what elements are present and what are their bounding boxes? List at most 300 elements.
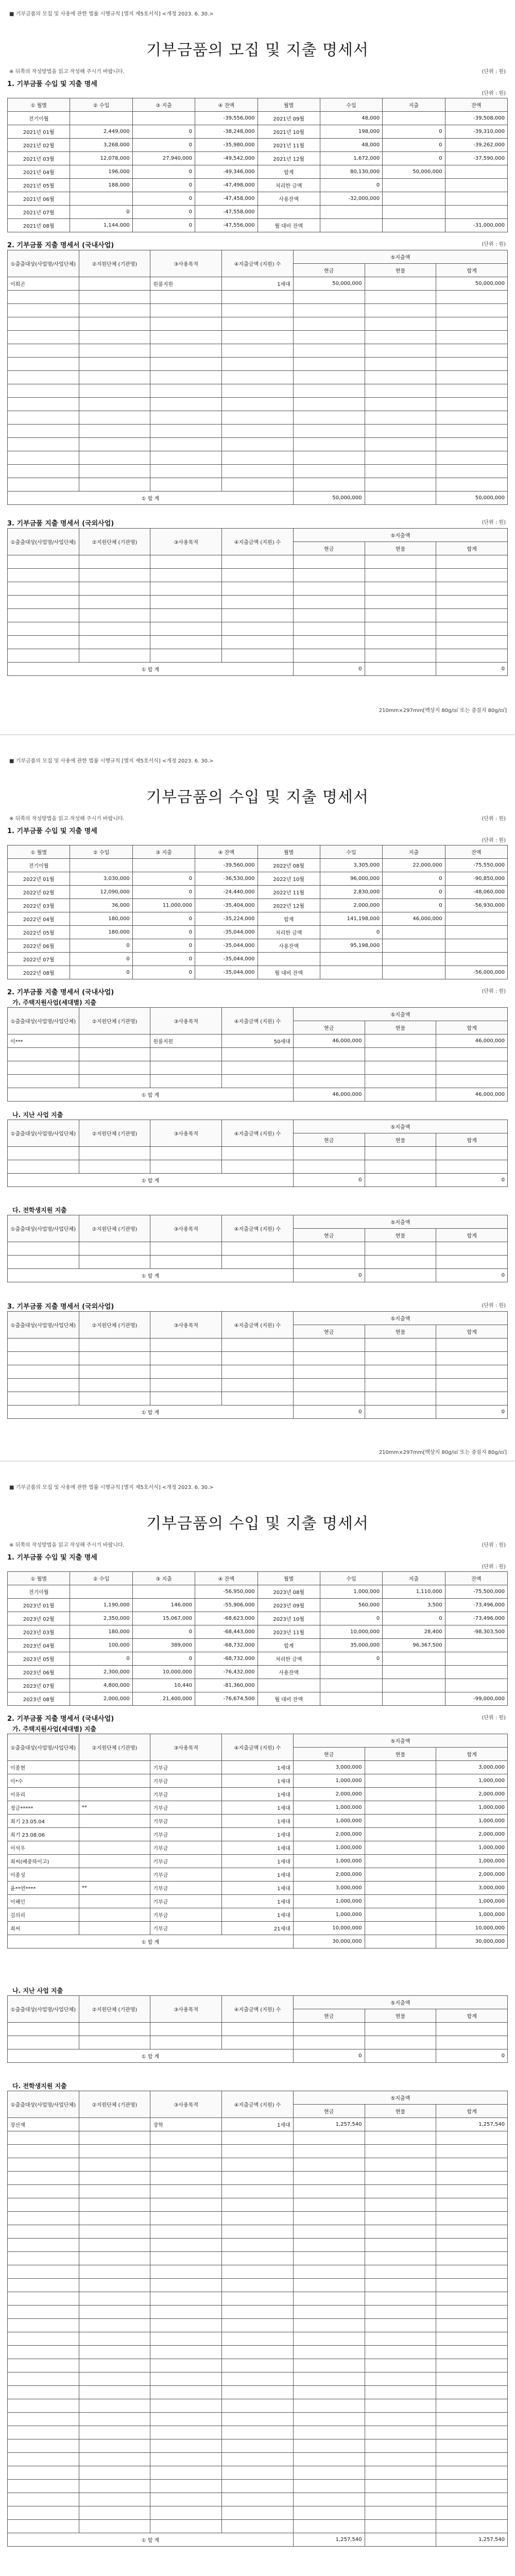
col-income: ② 수입 [70, 98, 132, 112]
empty-cell [150, 291, 222, 304]
empty-cell [8, 2319, 79, 2332]
total-cell [365, 1088, 436, 1101]
empty-cell [79, 2466, 150, 2480]
empty-cell [150, 317, 222, 331]
empty-cell [293, 2158, 365, 2172]
empty-cell [293, 398, 365, 411]
table-cell [445, 179, 507, 192]
empty-cell [436, 2332, 508, 2346]
total-cell [365, 1405, 436, 1419]
empty-cell [293, 331, 365, 344]
table-cell: 2,350,000 [70, 1612, 132, 1625]
empty-cell [365, 2306, 436, 2319]
table-cell: -35,044,000 [195, 966, 258, 979]
empty-cell [79, 291, 150, 304]
table-cell [365, 1855, 436, 1868]
empty-cell [365, 2426, 436, 2439]
empty-cell [293, 2426, 365, 2439]
empty-cell [436, 331, 508, 344]
table-cell [445, 953, 507, 966]
total-row [8, 2049, 508, 2063]
table-cell [79, 1841, 150, 1855]
empty-cell [222, 2439, 294, 2453]
table-cell: -75,500,000 [445, 1585, 507, 1599]
empty-cell [365, 2292, 436, 2306]
table-cell: 0 [70, 953, 132, 966]
empty-cell [150, 2426, 222, 2439]
col-total: 합계 [436, 1325, 508, 1338]
empty-cell [79, 2359, 150, 2372]
empty-cell [79, 2386, 150, 2399]
table-cell: -75,550,000 [445, 859, 507, 872]
table-row [8, 2131, 508, 2145]
empty-cell [8, 1160, 79, 1174]
table-row [8, 152, 508, 165]
empty-cell [8, 2172, 79, 2185]
empty-cell [365, 1160, 436, 1174]
empty-cell [222, 1160, 294, 1174]
table-row [8, 384, 508, 398]
empty-cell [436, 1061, 508, 1075]
table-cell: 0 [383, 1612, 445, 1625]
table-cell: 48,000 [320, 139, 382, 152]
table-cell: 기부금 [150, 1895, 222, 1908]
empty-cell [436, 411, 508, 425]
unit-label: (단위 : 원) [482, 91, 506, 96]
empty-cell [79, 2426, 150, 2439]
empty-cell [222, 358, 294, 371]
empty-cell [436, 2239, 508, 2252]
empty-cell [8, 2372, 79, 2386]
empty-cell [222, 2185, 294, 2198]
table-cell: 1세대 [222, 1761, 294, 1774]
total-row [8, 663, 508, 676]
total-label: ① 합 계 [8, 1405, 294, 1419]
empty-cell [293, 2131, 365, 2145]
table-cell: 2023년 07월 [8, 1679, 70, 1692]
table-cell [79, 1922, 150, 1935]
table-cell: 이유리 [8, 1788, 79, 1801]
table-cell: -36,530,000 [195, 872, 258, 886]
empty-cell [222, 2198, 294, 2212]
table-cell: 2021년 11월 [258, 139, 320, 152]
table-cell: 2022년 06월 [8, 939, 70, 953]
empty-cell [436, 1338, 508, 1352]
table-cell: 이*수 [8, 1774, 79, 1788]
table-cell: -68,732,000 [195, 1639, 258, 1652]
table-cell: -47,556,000 [195, 219, 258, 232]
table-cell: -48,060,000 [445, 886, 507, 899]
col-period: ① 월별 [8, 98, 70, 112]
empty-cell [436, 1147, 508, 1160]
total-cell: 0 [436, 2049, 508, 2063]
table-row [8, 1160, 508, 1174]
empty-cell [8, 384, 79, 398]
empty-cell [150, 2036, 222, 2049]
total-label: ① 합 계 [8, 1088, 294, 1101]
empty-cell [293, 2319, 365, 2332]
empty-cell [150, 2292, 222, 2306]
col-count: ④지출금액 (지원) 수 [222, 529, 294, 555]
empty-cell [365, 1256, 436, 1269]
table-cell [383, 1652, 445, 1666]
col-total: 합계 [436, 1748, 508, 1761]
table-cell: 사용잔액 [258, 939, 320, 953]
table-row [8, 331, 508, 344]
empty-cell [365, 2239, 436, 2252]
empty-cell [222, 1147, 294, 1160]
col-purpose: ③사용목적 [150, 1734, 222, 1761]
col-recipient: ②지원단체 (기관명) [79, 1996, 150, 2023]
empty-cell [436, 636, 508, 649]
table-cell: -39,508,000 [445, 112, 507, 125]
empty-cell [293, 2265, 365, 2279]
table-row [8, 859, 508, 872]
table-row [8, 2239, 508, 2252]
col-count: ④지출금액 (지원) 수 [222, 1312, 294, 1338]
empty-cell [8, 2131, 79, 2145]
empty-cell [293, 1061, 365, 1075]
table-row [8, 2145, 508, 2158]
empty-cell [79, 1147, 150, 1160]
empty-cell [8, 317, 79, 331]
empty-cell [436, 596, 508, 609]
subsection-b-title: 나. 지난 사업 지출 [12, 1111, 63, 1118]
empty-cell [365, 2279, 436, 2292]
empty-cell [293, 2172, 365, 2185]
table-cell: 1세대 [222, 1801, 294, 1815]
empty-cell [222, 1365, 294, 1379]
table-cell: 원룸지원 [150, 277, 222, 291]
table-cell: 2023년 02월 [8, 1612, 70, 1625]
table-cell: 이종성 [8, 1868, 79, 1882]
table-cell: 1세대 [222, 1774, 294, 1788]
empty-cell [8, 2292, 79, 2306]
empty-cell [436, 478, 508, 492]
empty-cell [293, 2198, 365, 2212]
table-cell: 2022년 10월 [258, 872, 320, 886]
empty-cell [79, 304, 150, 317]
empty-cell [79, 2265, 150, 2279]
empty-cell [365, 582, 436, 596]
empty-cell [436, 465, 508, 478]
col-total: 합계 [436, 1229, 508, 1242]
empty-cell [222, 2346, 294, 2359]
col-bal: 잔액 [445, 98, 507, 112]
table-cell: 196,000 [70, 165, 132, 179]
empty-cell [8, 411, 79, 425]
empty-cell [293, 2023, 365, 2036]
table-row [8, 899, 508, 912]
table-cell: 0 [320, 179, 382, 192]
table-row [8, 1392, 508, 1405]
empty-cell [150, 1075, 222, 1088]
empty-cell [436, 2306, 508, 2319]
empty-cell [222, 2386, 294, 2399]
empty-cell [79, 344, 150, 358]
total-cell: 0 [436, 1405, 508, 1419]
table-cell: 180,000 [70, 926, 132, 939]
table-cell: 2,000,000 [436, 1788, 508, 1801]
table-cell: 180,000 [70, 912, 132, 926]
table-cell: 0 [132, 926, 195, 939]
table-cell [320, 206, 382, 219]
table-cell: 사용잔액 [258, 192, 320, 206]
empty-cell [365, 2023, 436, 2036]
empty-cell [79, 2185, 150, 2198]
subsection-c-title: 다. 전학생지원 지출 [12, 1207, 67, 1214]
table-row [8, 2332, 508, 2346]
empty-cell [365, 1352, 436, 1365]
table-row [8, 2225, 508, 2239]
table-cell: 1,257,540 [293, 2118, 365, 2131]
table-cell: 0 [383, 899, 445, 912]
empty-cell [8, 1075, 79, 1088]
empty-cell [150, 2359, 222, 2372]
section-3-title: 3. 기부금품 지출 명세서 (국외사업) [7, 520, 114, 528]
table-cell: 1세대 [222, 1908, 294, 1922]
table-row [8, 1761, 508, 1774]
empty-cell [8, 2453, 79, 2466]
table-cell: 2,000,000 [70, 1692, 132, 1706]
paper-spec: 210mm×297mm[백상지 80g/㎡ 또는 중질지 80g/㎡] [379, 1450, 507, 1455]
empty-cell [436, 2185, 508, 2198]
empty-cell [8, 331, 79, 344]
table-row [8, 912, 508, 926]
col-out: 지출 [383, 845, 445, 859]
col-balance: ④ 잔액 [195, 845, 258, 859]
empty-cell [8, 2198, 79, 2212]
table-cell [445, 1666, 507, 1679]
col-cash: 현금 [293, 1229, 365, 1242]
empty-cell [150, 622, 222, 636]
empty-cell [8, 2158, 79, 2172]
table-cell [383, 179, 445, 192]
table-cell: 기부금 [150, 1841, 222, 1855]
total-row [8, 1174, 508, 1187]
table-row [8, 872, 508, 886]
table-row [8, 2023, 508, 2036]
col-target: ①출출대상(사업명/사업단체) [8, 2091, 79, 2118]
col-cash: 현금 [293, 264, 365, 277]
empty-cell [150, 2265, 222, 2279]
table-cell [383, 206, 445, 219]
table-cell: ** [79, 1801, 150, 1815]
table-cell: 2021년 08월 [8, 219, 70, 232]
empty-cell [365, 317, 436, 331]
empty-cell [79, 609, 150, 622]
empty-cell [365, 622, 436, 636]
table-cell: 12,078,000 [70, 152, 132, 165]
table-cell: 1,144,000 [70, 219, 132, 232]
table-cell [365, 2118, 436, 2131]
empty-cell [150, 438, 222, 451]
empty-cell [150, 2346, 222, 2359]
empty-cell [8, 1048, 79, 1061]
empty-cell [79, 2413, 150, 2426]
empty-cell [79, 649, 150, 663]
student-table [7, 2091, 508, 2547]
empty-cell [436, 2036, 508, 2049]
col-out: 지출 [383, 1572, 445, 1585]
unit-label: (단위 : 원) [482, 69, 506, 75]
table-cell: 28,400 [383, 1625, 445, 1639]
empty-cell [222, 2506, 294, 2520]
empty-cell [79, 2212, 150, 2225]
empty-cell [365, 358, 436, 371]
empty-cell [365, 1392, 436, 1405]
total-row [8, 1405, 508, 1419]
empty-cell [79, 451, 150, 465]
empty-cell [222, 317, 294, 331]
table-row [8, 465, 508, 478]
empty-cell [79, 1061, 150, 1075]
empty-cell [79, 636, 150, 649]
col-recipient: ②지원단체 (기관명) [79, 1215, 150, 1242]
empty-cell [79, 2439, 150, 2453]
table-row [8, 2265, 508, 2279]
table-cell: 1,000,000 [293, 1855, 365, 1868]
table-row [8, 1679, 508, 1692]
empty-cell [222, 344, 294, 358]
empty-cell [436, 2158, 508, 2172]
empty-cell [150, 2172, 222, 2185]
table-cell: -98,303,500 [445, 1625, 507, 1639]
empty-cell [150, 2131, 222, 2145]
empty-cell [79, 2319, 150, 2332]
empty-cell [436, 2023, 508, 2036]
table-cell: 0 [383, 872, 445, 886]
table-cell [365, 1882, 436, 1895]
empty-cell [293, 465, 365, 478]
table-row [8, 1692, 508, 1706]
table-row [8, 609, 508, 622]
table-cell: 2021년 12월 [258, 152, 320, 165]
empty-cell [150, 636, 222, 649]
table-row [8, 1599, 508, 1612]
table-cell: 장학 [150, 2118, 222, 2131]
table-cell: 처리한 금액 [258, 926, 320, 939]
empty-cell [365, 2158, 436, 2172]
empty-cell [8, 398, 79, 411]
col-cash: 현금 [293, 1021, 365, 1035]
table-cell: 10,000,000 [436, 1922, 508, 1935]
table-cell: -38,248,000 [195, 125, 258, 139]
empty-cell [293, 2279, 365, 2292]
empty-cell [222, 2131, 294, 2145]
empty-cell [79, 1365, 150, 1379]
empty-cell [8, 2413, 79, 2426]
empty-cell [79, 596, 150, 609]
empty-cell [150, 2225, 222, 2239]
empty-cell [365, 398, 436, 411]
empty-cell [79, 1352, 150, 1365]
total-cell: 1,257,540 [293, 2533, 365, 2547]
table-cell: 3,000,000 [293, 1761, 365, 1774]
total-cell: 0 [293, 2049, 365, 2063]
table-cell: -35,044,000 [195, 926, 258, 939]
empty-cell [79, 2023, 150, 2036]
col-amount: ⑤지출액 [293, 2091, 507, 2105]
table-cell: 560,000 [320, 1599, 382, 1612]
table-cell: 2021년 01월 [8, 125, 70, 139]
empty-cell [150, 411, 222, 425]
col-goods: 현물 [365, 542, 436, 555]
table-cell: 2022년 04월 [8, 912, 70, 926]
table-cell: -68,623,000 [195, 1612, 258, 1625]
empty-cell [365, 411, 436, 425]
empty-cell [365, 2198, 436, 2212]
empty-cell [436, 1160, 508, 1174]
empty-cell [150, 2493, 222, 2506]
table-row [8, 1242, 508, 1256]
empty-cell [365, 2520, 436, 2533]
empty-cell [8, 2480, 79, 2493]
table-cell: 2,000,000 [436, 1868, 508, 1882]
empty-cell [222, 1338, 294, 1352]
empty-cell [8, 649, 79, 663]
col-amount: ⑤지출액 [293, 1734, 507, 1748]
empty-cell [436, 344, 508, 358]
col-recipient: ②지원단체 (기관명) [79, 1120, 150, 1147]
table-row [8, 2439, 508, 2453]
table-cell: 합계 [258, 1639, 320, 1652]
table-cell: 0 [70, 206, 132, 219]
table-cell: 2,830,000 [320, 886, 382, 899]
table-cell: 1,190,000 [70, 1599, 132, 1612]
col-count: ④지출금액 (지원) 수 [222, 1734, 294, 1761]
col-count: ④지출금액 (지원) 수 [222, 1008, 294, 1035]
table-cell: -35,980,000 [195, 139, 258, 152]
table-cell [79, 277, 150, 291]
unit-label: (단위 : 원) [482, 838, 506, 843]
total-cell: 0 [436, 1174, 508, 1187]
empty-cell [293, 649, 365, 663]
col-purpose: ③사용목적 [150, 1120, 222, 1147]
table-cell [445, 1639, 507, 1652]
table-cell: -56,000,000 [445, 966, 507, 979]
empty-cell [293, 2453, 365, 2466]
table-cell: 1세대 [222, 1882, 294, 1895]
col-period: ① 월별 [8, 845, 70, 859]
table-cell [365, 1828, 436, 1841]
empty-cell [436, 2212, 508, 2225]
empty-cell [8, 2359, 79, 2372]
table-row [8, 1774, 508, 1788]
table-cell: 0 [132, 1652, 195, 1666]
table-cell: 1,000,000 [436, 1908, 508, 1922]
empty-cell [79, 2372, 150, 2386]
col-goods: 현물 [365, 1229, 436, 1242]
table-cell [365, 277, 436, 291]
empty-cell [8, 2036, 79, 2049]
table-cell: 1,000,000 [436, 1895, 508, 1908]
table-cell: 0 [132, 206, 195, 219]
table-cell: -55,906,000 [195, 1599, 258, 1612]
section-3-title: 3. 기부금품 지출 명세서 (국외사업) [7, 1303, 114, 1311]
col-in: 수입 [320, 1572, 382, 1585]
monthly-table [7, 1571, 508, 1706]
table-row [8, 1895, 508, 1908]
table-row [8, 1147, 508, 1160]
empty-cell [222, 398, 294, 411]
empty-cell [293, 2252, 365, 2265]
empty-cell [436, 425, 508, 438]
table-row [8, 112, 508, 125]
empty-cell [293, 555, 365, 569]
empty-cell [8, 2239, 79, 2252]
empty-cell [222, 451, 294, 465]
